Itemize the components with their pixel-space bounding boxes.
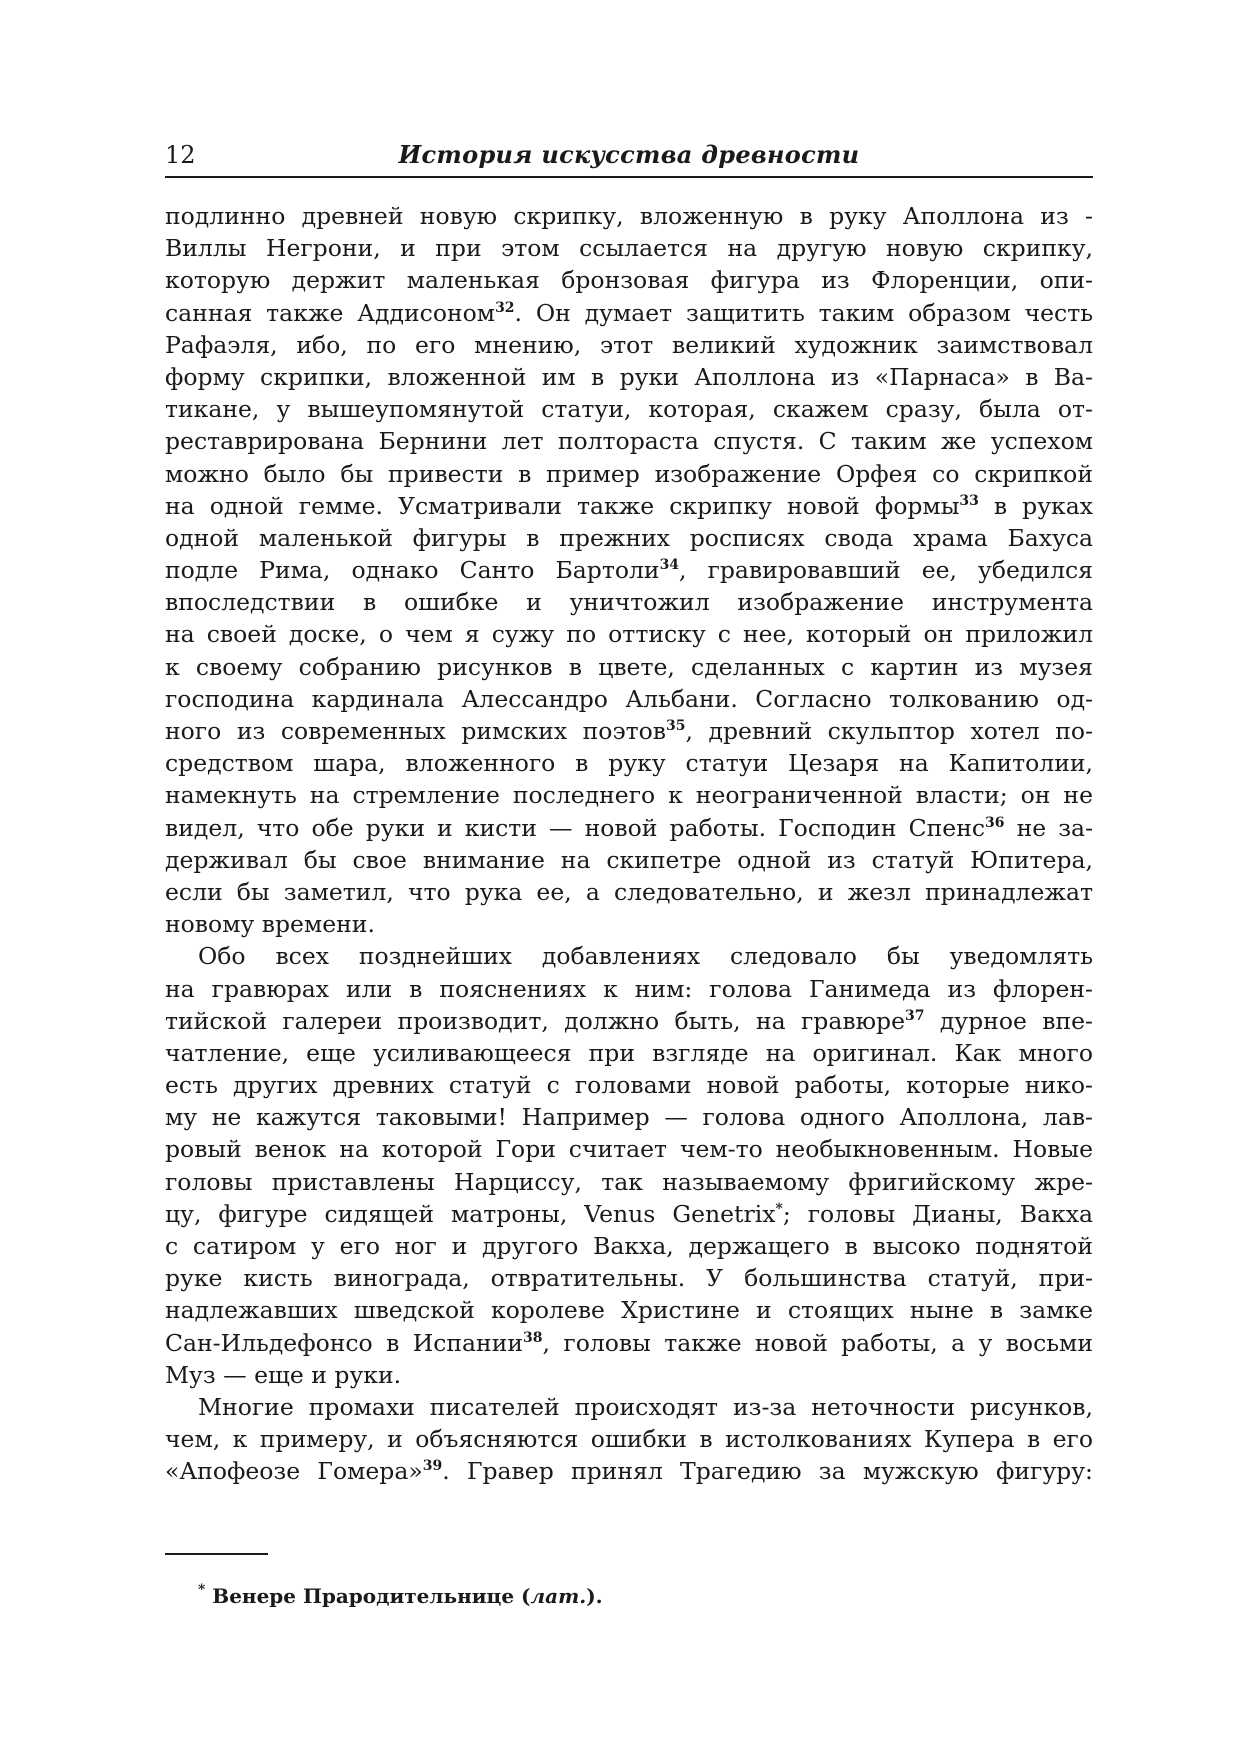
line-text: которую держит маленькая бронзовая фигура из Флоренции, опи- <box>165 266 1093 295</box>
line-text: реставрирована Бернини лет полтораста спустя. С таким же успехом <box>165 427 1093 456</box>
line-text: на гравюрах или в пояснениях к ним: голова Ганимеда из флорен- <box>165 974 1093 1003</box>
text-line <box>165 1455 1093 1487</box>
note-reference: 39 <box>422 1458 443 1475</box>
text-line <box>165 844 1093 876</box>
line-text: есть других древних статуй с головами новой работы, которые нико- <box>165 1071 1093 1100</box>
line-text: руке кисть винограда, отвратительны. У большинства статуй, при- <box>165 1264 1093 1293</box>
line-text: «Апофеозе Гомера» <box>165 1457 423 1486</box>
line-text: надлежавших шведской королеве Христине и стоящих ныне в замке <box>165 1296 1093 1325</box>
note-reference: 38 <box>523 1329 543 1346</box>
line-text: форму скрипки, вложенной им в руки Аполлона из «Парнаса» в Ва- <box>165 362 1093 391</box>
line-text: подлинно древней новую скрипку, вложенную в руку Аполлона из - <box>165 202 1093 230</box>
line-text-continued: , гравировавший ее, убедился <box>679 556 1093 585</box>
line-text: можно было бы привести в пример изображение Орфея со скрипкой <box>165 459 1093 488</box>
line-text: ровый венок на которой Гори считает чем-то необыкновенным. Новые <box>165 1135 1093 1164</box>
body-text <box>165 200 1093 1488</box>
text-line <box>165 940 1093 972</box>
text-line <box>165 1166 1093 1198</box>
footnote-language: лат. <box>530 1584 587 1608</box>
note-reference: 33 <box>959 492 979 509</box>
text-line <box>165 1423 1093 1455</box>
footnote <box>198 1582 603 1610</box>
line-text: цу, фигуре сидящей матроны, Venus Genetrix <box>165 1199 776 1228</box>
text-line <box>165 1005 1093 1037</box>
text-line <box>165 329 1093 361</box>
line-text: новому времени. <box>165 910 375 939</box>
text-line <box>165 715 1093 747</box>
line-text: одной маленькой фигуры в прежних росписях свода храма Бахуса <box>165 523 1093 552</box>
text-line <box>165 425 1093 457</box>
note-reference: 32 <box>495 299 515 316</box>
text-line <box>165 1230 1093 1262</box>
text-line <box>165 747 1093 779</box>
text-line <box>165 683 1093 715</box>
footnote-marker: * <box>198 1582 206 1598</box>
line-text: Сан-Ильдефонсо в Испании <box>165 1328 524 1357</box>
footnote-text: Венере Прародительнице ( <box>212 1584 531 1608</box>
text-line <box>165 812 1093 844</box>
line-text-continued: ; головы Дианы, Вакха <box>782 1199 1093 1228</box>
line-text-continued: в руках <box>978 491 1093 520</box>
text-line <box>165 490 1093 522</box>
line-text-continued: . Гравер принял Трагедию за мужскую фигуру: <box>442 1457 1093 1486</box>
text-line <box>165 458 1093 490</box>
note-reference: * <box>775 1200 783 1217</box>
line-text: на одной гемме. Усматривали также скрипку новой формы <box>165 491 960 520</box>
text-line <box>165 1069 1093 1101</box>
line-text: средством шара, вложенного в руку статуи Цезаря на Капитолии, <box>165 749 1093 778</box>
line-text-continued: , головы также новой работы, а у восьми <box>542 1328 1093 1357</box>
text-line <box>165 973 1093 1005</box>
line-text: намекнуть на стремление последнего к неограниченной власти; он не <box>165 781 1093 810</box>
note-reference: 36 <box>985 814 1005 831</box>
text-line <box>165 1198 1093 1230</box>
footnote-close: ). <box>586 1584 603 1608</box>
line-text: му не кажутся таковыми! Например — голова одного Аполлона, лав- <box>165 1103 1093 1132</box>
line-text: Муз — еще и руки. <box>165 1360 402 1389</box>
line-text: Виллы Негрони, и при этом ссылается на другую новую скрипку, <box>165 234 1093 263</box>
text-line <box>165 1133 1093 1165</box>
line-text: Обо всех позднейших добавлениях следовало бы уведомлять <box>198 942 1093 971</box>
text-line <box>165 264 1093 296</box>
footnote-divider <box>165 1553 268 1555</box>
page-title: История искусства древности <box>398 140 860 169</box>
text-line <box>165 1327 1093 1359</box>
line-text: чем, к примеру, и объясняются ошибки в истолкованиях Купера в его <box>165 1425 1093 1454</box>
text-line <box>165 1037 1093 1069</box>
text-line <box>165 1294 1093 1326</box>
line-text: санная также Аддисоном <box>165 298 496 327</box>
text-line <box>165 586 1093 618</box>
text-line <box>165 651 1093 683</box>
text-line <box>165 200 1093 232</box>
text-line <box>165 297 1093 329</box>
page-number: 12 <box>165 141 196 169</box>
line-text: к своему собранию рисунков в цвете, сделанных с картин из музея <box>165 652 1093 681</box>
line-text-continued: . Он думает защитить таким образом честь <box>514 298 1093 327</box>
line-text: господина кардинала Алессандро Альбани. Согласно толкованию од- <box>165 684 1093 713</box>
line-text: тикане, у вышеупомянутой статуи, которая, скажем сразу, была от- <box>165 395 1093 424</box>
line-text-continued: , древний скульптор хотел по- <box>685 717 1093 745</box>
line-text: Рафаэля, ибо, по его мнению, этот великий художник заимствовал <box>165 330 1093 359</box>
line-text-continued: не за- <box>1004 813 1094 842</box>
line-text: Многие промахи писателей происходят из-за неточности рисунков, <box>198 1392 1093 1421</box>
text-line <box>165 908 1093 940</box>
line-text: видел, что обе руки и кисти — новой работы. Господин Спенс <box>165 813 986 842</box>
text-line <box>165 393 1093 425</box>
note-reference: 37 <box>905 1007 925 1024</box>
text-line <box>165 1101 1093 1133</box>
running-head <box>165 140 1093 178</box>
note-reference: 35 <box>665 718 686 734</box>
text-line <box>165 618 1093 650</box>
text-line <box>165 876 1093 908</box>
line-text: с сатиром у его ног и другого Вакха, держащего в высоко поднятой <box>165 1232 1093 1260</box>
line-text: держивал бы свое внимание на скипетре одной из статуй Юпитера, <box>165 845 1093 874</box>
text-line <box>165 1391 1093 1423</box>
text-line <box>165 779 1093 811</box>
text-line <box>165 361 1093 393</box>
text-line <box>165 1262 1093 1294</box>
text-line <box>165 232 1093 264</box>
line-text: на своей доске, о чем я сужу по оттиску с нее, который он приложил <box>165 620 1093 649</box>
text-line <box>165 554 1093 586</box>
line-text: чатление, еще усиливающееся при взгляде на оригинал. Как много <box>165 1038 1093 1067</box>
line-text: впоследствии в ошибке и уничтожил изображение инструмента <box>165 588 1093 617</box>
line-text: подле Рима, однако Санто Бартоли <box>165 556 660 585</box>
line-text-continued: дурное впе- <box>924 1006 1093 1035</box>
line-text: ного из современных римских поэтов <box>165 717 666 745</box>
text-line <box>165 1359 1093 1391</box>
note-reference: 34 <box>659 557 680 574</box>
text-line <box>165 522 1093 554</box>
line-text: если бы заметил, что рука ее, а следовательно, и жезл принадлежат <box>165 877 1093 906</box>
line-text: головы приставлены Нарциссу, так называемому фригийскому жре- <box>165 1167 1093 1196</box>
line-text: тийской галереи производит, должно быть, на гравюре <box>165 1006 905 1035</box>
